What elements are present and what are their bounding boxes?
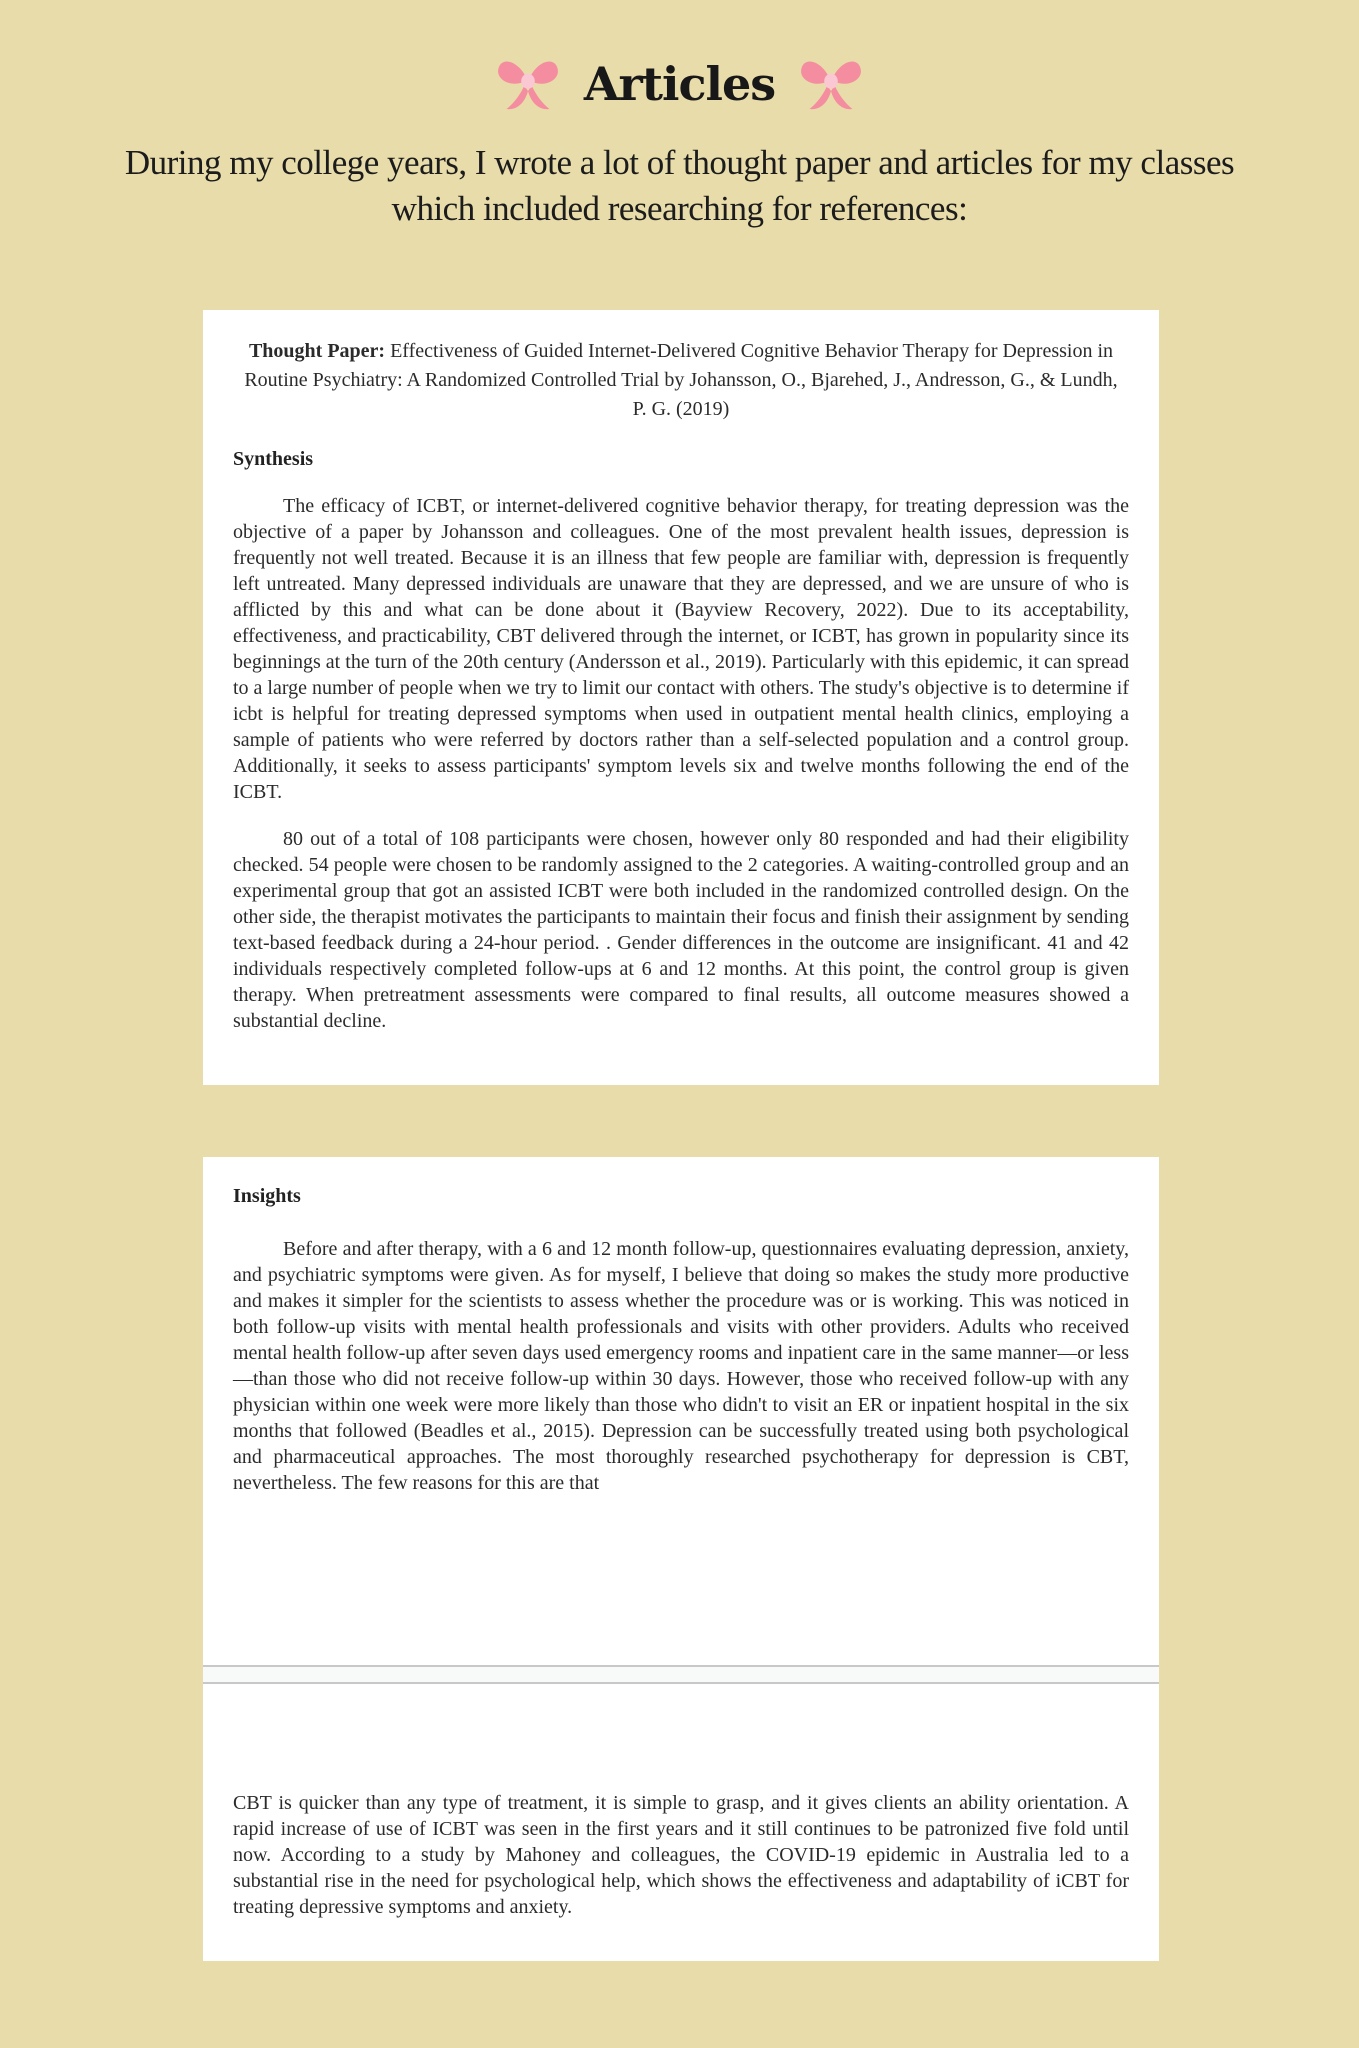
title-row (0, 54, 1359, 114)
doc-title-label: Thought Paper: (248, 340, 386, 362)
bow-icon (492, 54, 564, 114)
bow-icon (795, 54, 867, 114)
synthesis-heading: Synthesis (233, 448, 314, 470)
synthesis-paragraph-2: 80 out of a total of 108 participants were chosen, however only 80 responded and had their eligibility checked. 54 people were chosen to be randomly assigned to the 2 categories. A waiting-controlled group and an experimental group that got an assisted ICBT were both included in the randomized controlled design. On the other side, the therapist motivates the participants to maintain their focus and finish their assignment by sending text-based feedback during a 24-hour period. . Gender differences in the outcome are insignificant. 41 and 42 individuals respectively completed follow-ups at 6 and 12 months. At this point, the control group is given therapy. When pretreatment assessments were compared to final results, all outcome measures showed a substantial decline. (233, 828, 1129, 1032)
insights-paragraph: Before and after therapy, with a 6 and 12 month follow-up, questionnaires evaluating depression, anxiety, and psychiatric symptoms were given. As for myself, I believe that doing so makes the study more productive and makes it simpler for the scientists to assess whether the procedure was or is working. This was noticed in both follow-up visits with mental health professionals and visits with other providers. Adults who received mental health follow-up after seven days used emergency rooms and inpatient care in the same manner—or less—than those who did not receive follow-up within 30 days. However, those who received follow-up with any physician within one week were more likely than those who didn't to visit an ER or inpatient hospital in the six months that followed (Beadles et al., 2015). Depression can be successfully treated using both psychological and pharmaceutical approaches. The most thoroughly researched psychotherapy for depression is CBT, nevertheless. The few reasons for this are that (233, 1238, 1129, 1494)
document-page-2 (203, 1157, 1159, 1665)
doc-title (241, 337, 1121, 424)
page-title: Articles (583, 57, 776, 111)
document-page-3 (203, 1684, 1159, 1961)
continuation-paragraph: CBT is quicker than any type of treatment, it is simple to grasp, and it gives clients an ability orientation. A rapid increase of use of ICBT was seen in the first years and it still continues to be patronized five fold until now. According to a study by Mahoney and colleagues, the COVID-19 epidemic in Australia led to a substantial rise in the need for psychological help, which shows the effectiveness and adaptability of iCBT for treating depressive symptoms and anxiety. (233, 1792, 1129, 1918)
articles-header (0, 54, 1359, 232)
insights-heading: Insights (233, 1185, 301, 1207)
page-subtitle: During my college years, I wrote a lot of thought paper and articles for my classes which included researching for references: (124, 143, 1235, 229)
page-break-divider (203, 1665, 1159, 1684)
document-page-1 (203, 310, 1159, 1085)
synthesis-paragraph-1: The efficacy of ICBT, or internet-delivered cognitive behavior therapy, for treating depression was the objective of a paper by Johansson and colleagues. One of the most prevalent health issues, depression is frequently not well treated. Because it is an illness that few people are familiar with, depression is frequently left untreated. Many depressed individuals are unaware that they are depressed, and we are unsure of who is afflicted by this and what can be done about it (Bayview Recovery, 2022). Due to its acceptability, effectiveness, and practicability, CBT delivered through the internet, or ICBT, has grown in popularity since its beginnings at the turn of the 20th century (Andersson et al., 2019). Particularly with this epidemic, it can spread to a large number of people when we try to limit our contact with others. The study's objective is to determine if icbt is helpful for treating depressed symptoms when used in outpatient mental health clinics, employing a sample of patients who were referred by doctors rather than a self-selected population and a control group. Additionally, it seeks to assess participants' symptom levels six and twelve months following the end of the ICBT. (233, 495, 1129, 803)
doc-title-text: Effectiveness of Guided Internet-Delivered Cognitive Behavior Therapy for Depression in Routine Psychiatry: A Randomized Controlled Trial by Johansson, O., Bjarehed, J., Andresson, G., & Lundh, P. G. (2019) (244, 340, 1118, 420)
